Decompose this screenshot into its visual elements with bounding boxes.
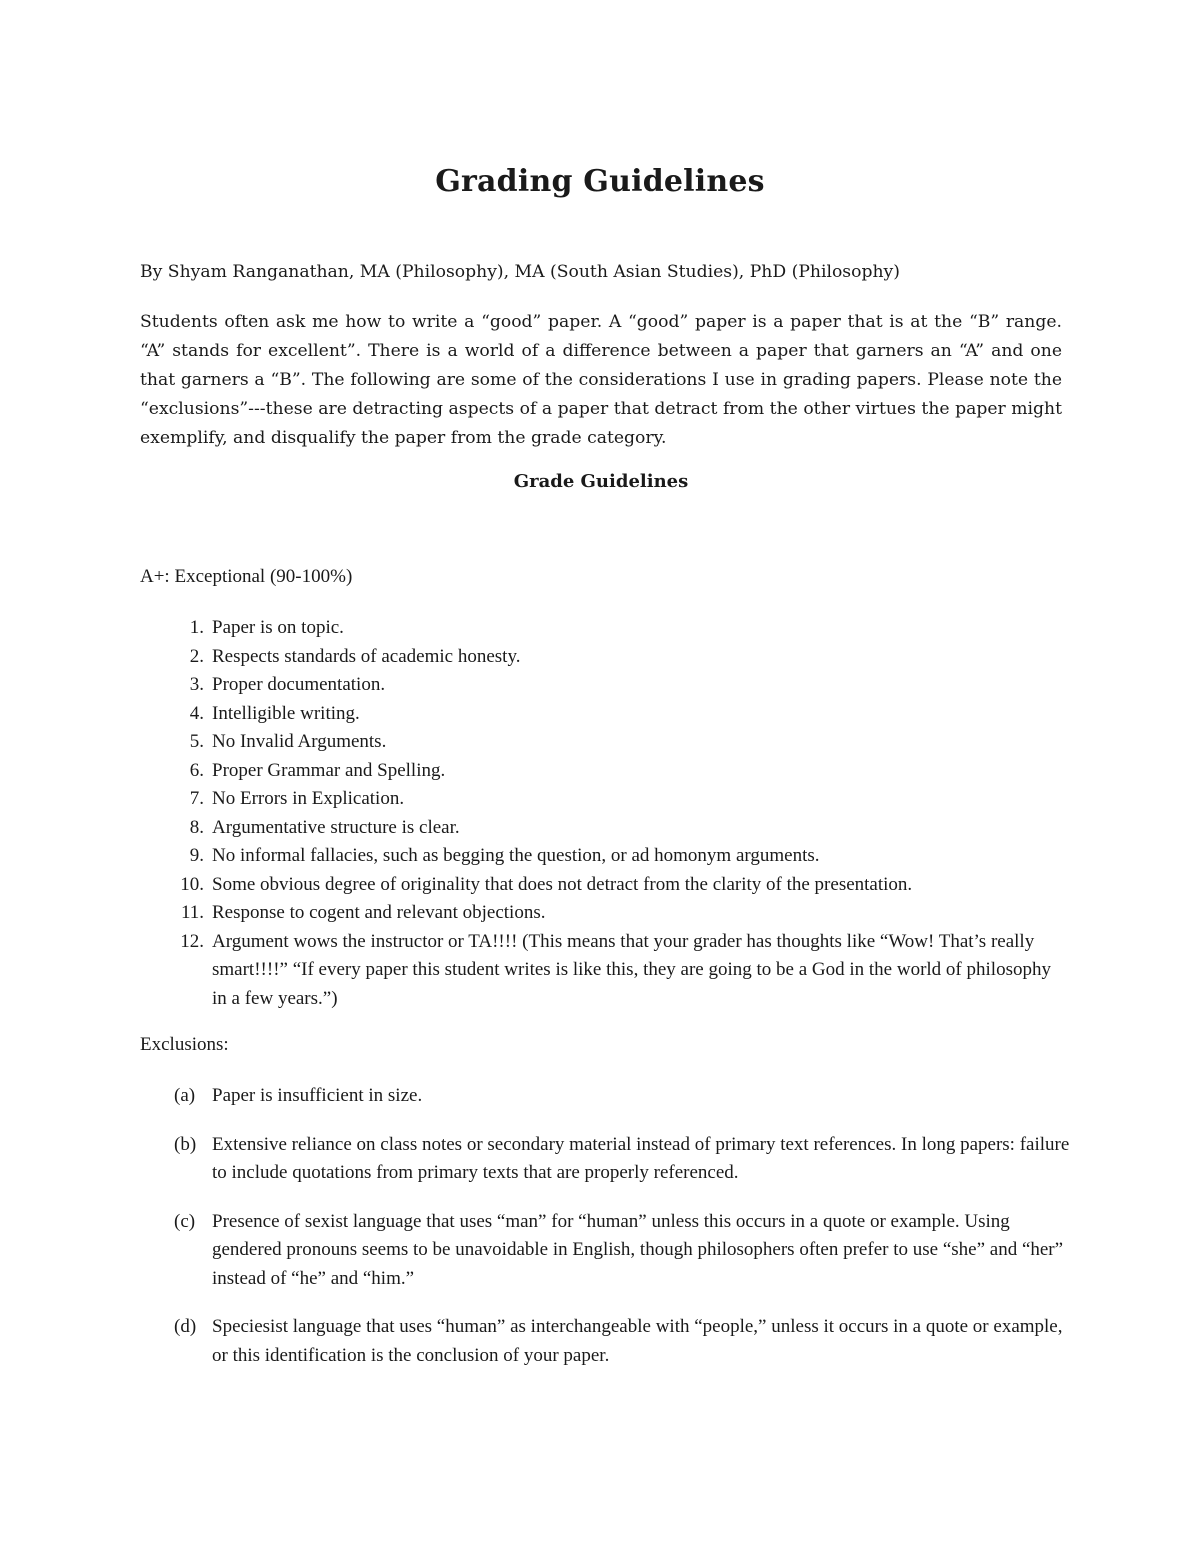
exclusion-text: Paper is insufficient in size. xyxy=(212,1085,423,1106)
criteria-number: 7. xyxy=(189,788,204,809)
criteria-number: 12. xyxy=(180,930,204,952)
criteria-text: Some obvious degree of originality that does not detract from the clarity of the presentation. xyxy=(212,873,913,895)
criteria-item xyxy=(140,814,1070,843)
criteria-text: No informal fallacies, such as begging the question, or ad homonym arguments. xyxy=(212,845,820,866)
exclusion-letter: (b) xyxy=(174,1133,197,1155)
criteria-number: 2. xyxy=(189,645,204,667)
criteria-number: 11. xyxy=(180,902,204,923)
exclusion-item xyxy=(140,1131,1070,1188)
criteria-text: Argumentative structure is clear. xyxy=(212,816,460,838)
criteria-item xyxy=(140,614,1070,643)
criteria-number: 4. xyxy=(189,702,204,724)
criteria-text: Proper Grammar and Spelling. xyxy=(212,759,446,781)
criteria-number: 10. xyxy=(180,873,204,895)
criteria-text: Paper is on topic. xyxy=(212,617,344,638)
criteria-item xyxy=(140,671,1070,700)
criteria-text: Response to cogent and relevant objections. xyxy=(212,902,546,923)
criteria-item xyxy=(140,928,1070,1014)
criteria-number: 8. xyxy=(189,816,204,838)
criteria-item xyxy=(140,842,1070,871)
criteria-list xyxy=(140,614,1070,1013)
exclusions-list xyxy=(140,1082,1070,1390)
criteria-number: 9. xyxy=(189,845,204,866)
exclusion-letter: (d) xyxy=(174,1316,197,1337)
grade-category-heading: A+: Exceptional (90-100%) xyxy=(140,566,353,587)
criteria-item xyxy=(140,643,1070,672)
criteria-number: 1. xyxy=(189,617,204,638)
criteria-number: 3. xyxy=(189,674,204,695)
intro-paragraph: Students often ask me how to write a “good” paper. A “good” paper is a paper that is at the “B” range. “A” stands for excellent”. There is a world of a difference between a paper that garners an “A” and one that garners a “B”. The following are some of the considerations I use in grading papers. Please note the “exclusions”---these are detracting aspects of a paper that detract from the other virtues the paper might exemplify, and disqualify the paper from the grade category. xyxy=(140,312,1062,448)
criteria-item xyxy=(140,700,1070,729)
criteria-item xyxy=(140,757,1070,786)
exclusion-item xyxy=(140,1082,1070,1111)
criteria-text: No Errors in Explication. xyxy=(212,788,405,809)
exclusion-letter: (a) xyxy=(174,1085,196,1106)
criteria-item xyxy=(140,785,1070,814)
exclusion-text: Speciesist language that uses “human” as interchangeable with “people,” unless it occurs in a quote or example, or this identification is the conclusion of your paper. xyxy=(212,1316,1063,1366)
section-heading: Grade Guidelines xyxy=(513,471,689,492)
criteria-text: Argument wows the instructor or TA!!!! (This means that your grader has thoughts like “Wow! That’s really smart!!!!” “If every paper this student writes is like this, they are going to be a God in the world of philosophy in a few years.”) xyxy=(212,930,1051,1009)
author-byline: By Shyam Ranganathan, MA (Philosophy), MA (South Asian Studies), PhD (Philosophy) xyxy=(140,262,900,282)
exclusion-text: Extensive reliance on class notes or secondary material instead of primary text references. In long papers: failure to include quotations from primary texts that are properly referenced. xyxy=(212,1133,1070,1183)
exclusion-letter: (c) xyxy=(174,1210,196,1232)
criteria-item xyxy=(140,899,1070,928)
exclusions-heading: Exclusions: xyxy=(140,1034,229,1055)
exclusion-item xyxy=(140,1208,1070,1294)
exclusion-item xyxy=(140,1313,1070,1370)
criteria-text: Proper documentation. xyxy=(212,674,386,695)
criteria-text: Intelligible writing. xyxy=(212,702,360,724)
criteria-text: Respects standards of academic honesty. xyxy=(212,645,521,667)
criteria-item xyxy=(140,871,1070,900)
criteria-number: 6. xyxy=(189,759,204,781)
document-title: Grading Guidelines xyxy=(435,164,765,199)
criteria-text: No Invalid Arguments. xyxy=(212,731,387,752)
criteria-number: 5. xyxy=(189,731,204,752)
exclusion-text: Presence of sexist language that uses “man” for “human” unless this occurs in a quote or example. Using gendered pronouns seems to be unavoidable in English, though philosophers often prefer to use “she” and “her” instead of “he” and “him.” xyxy=(212,1210,1064,1289)
criteria-item xyxy=(140,728,1070,757)
